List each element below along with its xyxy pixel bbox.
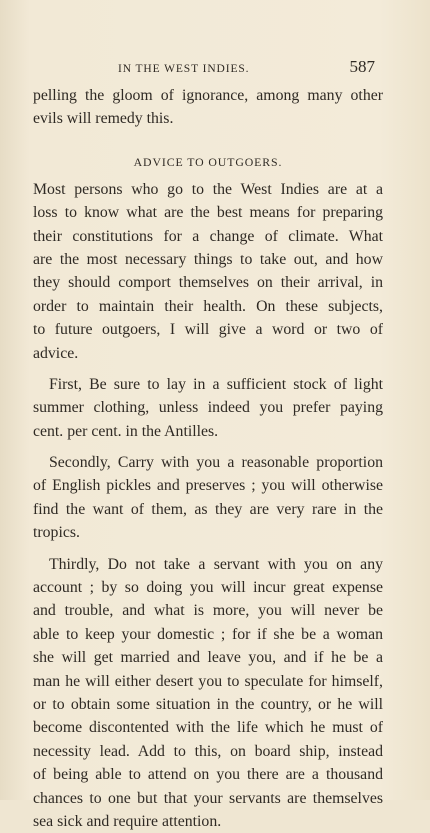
text-line: or to obtain some situation in the country, or he will (33, 695, 383, 713)
text-line: First, Be sure to lay in a sufficient stock of light (49, 375, 383, 393)
text-line: of being able to attend on you there are a thousand (33, 766, 383, 784)
paragraph-intro (33, 178, 383, 365)
section-heading: ADVICE TO OUTGOERS. (133, 154, 283, 169)
text-line: find the want of them, as they are very rare in the (33, 500, 383, 518)
paragraph-first (33, 373, 383, 443)
text-line: Secondly, Carry with you a reasonable proportion (49, 454, 383, 472)
text-line: able to keep your domestic ; for if she be a woman (33, 625, 383, 643)
text-line: Most persons who go to the West Indies are at a (33, 180, 383, 198)
page-number: 587 (349, 57, 375, 76)
text-line: of English pickles and preserves ; you will otherwise (33, 477, 383, 495)
text-line: loss to know what are the best means for preparing (33, 204, 383, 222)
text-line: evils will remedy this. (33, 110, 174, 128)
text-line: summer clothing, unless indeed you prefer paying (33, 399, 383, 417)
text-line: they should comport themselves on their arrival, in (33, 274, 383, 292)
paragraph-secondly (33, 451, 383, 545)
text-line: become discontented with the life which he must of (33, 719, 383, 737)
text-line: cent. per cent. in the Antilles. (33, 422, 219, 440)
text-line: Thirdly, Do not take a servant with you on any (49, 555, 383, 573)
text-line: account ; by so doing you will incur great expense (33, 579, 383, 597)
text-line: tropics. (33, 524, 80, 542)
running-head: IN THE WEST INDIES. (118, 63, 250, 75)
text-line: sea sick and require attention. (33, 812, 222, 830)
page-header (0, 57, 430, 81)
text-line: to future outgoers, I will give a word or two of (33, 321, 383, 339)
text-line: advice. (33, 344, 79, 362)
text-line: she will get married and leave you, and if he be a (33, 649, 383, 667)
text-line: man he will either desert you to speculate for himself, (33, 672, 383, 690)
paragraph-thirdly (33, 553, 383, 833)
text-line: order to maintain their health. On these subjects, (33, 297, 383, 315)
text-line: chances to one but that your servants are themselves (33, 789, 383, 807)
text-line: necessity lead. Add to this, on board ship, instead (33, 742, 383, 760)
text-line: pelling the gloom of ignorance, among many other (33, 87, 383, 104)
text-line: are the most necessary things to take out, and how (33, 250, 383, 268)
body-text (33, 84, 383, 833)
text-line: their constitutions for a change of climate. What (33, 227, 383, 245)
text-line: and trouble, and what is more, you will never be (33, 602, 383, 620)
